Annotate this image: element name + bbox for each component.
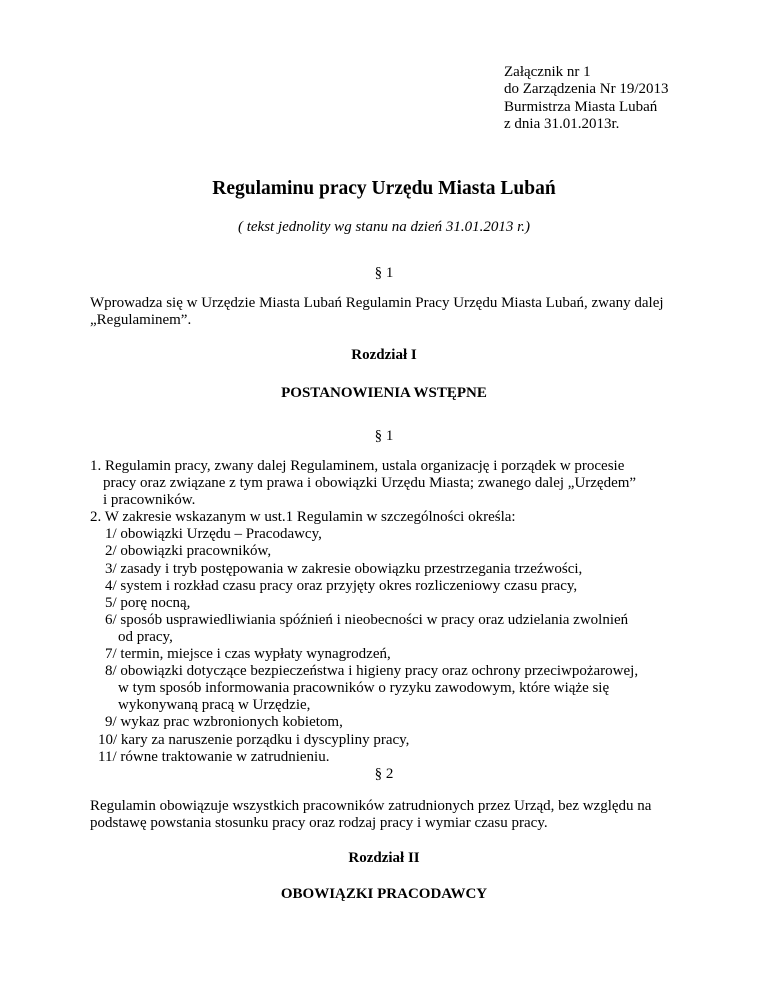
- sub-list-item: 10/ kary za naruszenie porządku i dyscypliny pracy,: [98, 731, 410, 748]
- intro-paragraph: [90, 295, 664, 330]
- chapter-title: POSTANOWIENIA WSTĘPNE: [281, 385, 487, 401]
- sub-list-item: 1/ obowiązki Urzędu – Pracodawcy,: [105, 526, 322, 543]
- paragraph-line: Wprowadza się w Urzędzie Miasta Lubań Regulamin Pracy Urzędu Miasta Lubań, zwany dalej: [90, 295, 664, 311]
- list-item-continuation: i pracowników.: [103, 492, 196, 509]
- list-item: 1. Regulamin pracy, zwany dalej Regulaminem, ustala organizację i porządek w procesie: [90, 458, 625, 474]
- sub-list-item: 7/ termin, miejsce i czas wypłaty wynagrodzeń,: [105, 646, 391, 663]
- scope-paragraph: [90, 798, 651, 833]
- sub-list-item: 11/ równe traktowanie w zatrudnieniu.: [98, 748, 330, 765]
- sub-list-item: 3/ zasady i tryb postępowania w zakresie obowiązku przestrzegania trzeźwości,: [105, 560, 583, 577]
- document-title: Regulaminu pracy Urzędu Miasta Lubań: [212, 178, 556, 199]
- section-mark: § 1: [374, 428, 394, 444]
- paragraph-line: podstawę powstania stosunku pracy oraz rodzaj pracy i wymiar czasu pracy.: [90, 815, 548, 832]
- chapter-heading: Rozdział I: [351, 347, 417, 363]
- paragraph-line: „Regulaminem”.: [90, 312, 192, 329]
- sub-list-item-continuation: w tym sposób informowania pracowników o ryzyku zawodowym, które wiąże się: [118, 680, 610, 697]
- sub-list-item: 2/ obowiązki pracowników,: [105, 543, 272, 560]
- sub-list-item: 6/ sposób usprawiedliwiania spóźnień i nieobecności w pracy oraz udzielania zwolnień: [105, 611, 629, 628]
- sub-list-item: 4/ system i rozkład czasu pracy oraz przyjęty okres rozliczeniowy czasu pracy,: [105, 577, 578, 594]
- annex-line: Załącznik nr 1: [504, 64, 591, 80]
- paragraph-line: Regulamin obowiązuje wszystkich pracowników zatrudnionych przez Urząd, bez względu na: [90, 798, 652, 814]
- annex-line: do Zarządzenia Nr 19/2013: [504, 81, 669, 98]
- section-mark: § 1: [374, 265, 394, 281]
- list-item: 2. W zakresie wskazanym w ust.1 Regulamin w szczególności określa:: [90, 509, 516, 526]
- sub-list-item-continuation: od pracy,: [118, 628, 173, 645]
- list-item-continuation: pracy oraz związane z tym prawa i obowiązki Urzędu Miasta; zwanego dalej „Urzędem”: [103, 475, 637, 492]
- sub-list-item-continuation: wykonywaną pracą w Urzędzie,: [118, 697, 311, 714]
- sub-list-item: 5/ porę nocną,: [105, 594, 191, 611]
- chapter-heading: Rozdział II: [348, 850, 420, 866]
- annex-line: z dnia 31.01.2013r.: [504, 115, 620, 132]
- section-mark: § 2: [374, 766, 394, 782]
- chapter-title: OBOWIĄZKI PRACODAWCY: [280, 886, 488, 902]
- document-subtitle: ( tekst jednolity wg stanu na dzień 31.01.2013 r.): [237, 219, 531, 235]
- rules-list: [90, 458, 638, 766]
- sub-list-item: 9/ wykaz prac wzbronionych kobietom,: [105, 714, 343, 731]
- annex-note: [504, 64, 669, 133]
- sub-list-item: 8/ obowiązki dotyczące bezpieczeństwa i higieny pracy oraz ochrony przeciwpożarowej,: [105, 663, 639, 680]
- annex-line: Burmistrza Miasta Lubań: [504, 98, 658, 115]
